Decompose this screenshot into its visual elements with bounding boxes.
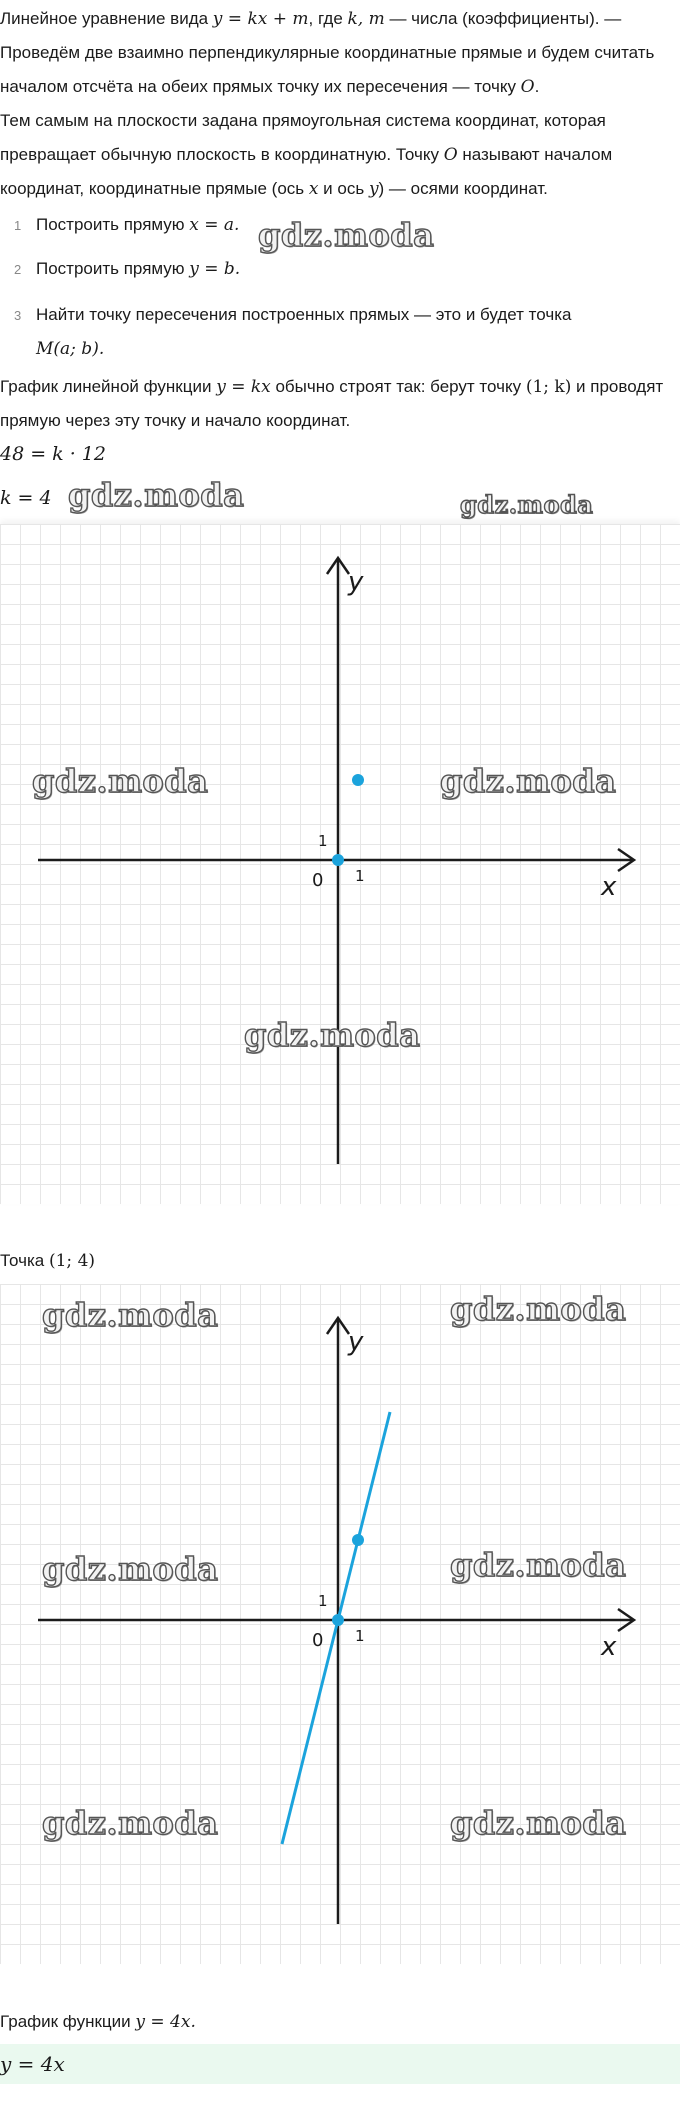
origin-point [332, 854, 344, 866]
math-inline: x = a. [189, 215, 240, 235]
watermark: gdz.moda [460, 490, 594, 519]
watermark: gdz.moda [42, 1296, 219, 1334]
graph-method-paragraph [0, 370, 670, 438]
x-unit-label: 1 [355, 1627, 365, 1645]
intro-text: , где [308, 9, 348, 28]
caption-graph [0, 2012, 196, 2032]
caption-text: Точка [0, 1251, 49, 1270]
math-inline: y = 4x. [135, 2012, 196, 2032]
intro-text: и ось [318, 179, 369, 198]
math-inline: O [443, 145, 458, 165]
intro-text: Тем самым на плоскости задана прямоугольная система координат, которая превращает обычную плоскость в координатную. Точку [0, 111, 606, 164]
math-inline: y = kx + m [212, 9, 309, 29]
answer-text: y = 4x [0, 2052, 65, 2076]
text: График линейной функции [0, 377, 217, 396]
step-number: 3 [14, 308, 22, 323]
step-text: Построить прямую [36, 215, 190, 234]
math-inline: (1; 4) [48, 1251, 96, 1271]
answer-box [0, 2044, 680, 2084]
y-axis-label: y [348, 567, 364, 597]
step-text: Найти точку пересечения построенных прямых — это и будет точка [36, 305, 572, 324]
coordinate-figure-line [0, 1284, 680, 1964]
math-inline: y = kx [216, 377, 271, 397]
watermark: gdz.moda [258, 216, 435, 254]
step-number: 2 [14, 262, 22, 277]
y-axis-label: y [348, 1327, 364, 1357]
intro-text: Проведём две взаимно перпендикулярные координатные прямые и будем считать началом отсчёта на обеих прямых точку их пересечения — точку [0, 43, 655, 96]
watermark: gdz.moda [450, 1546, 627, 1584]
intro-paragraph [0, 2, 670, 206]
x-axis-label: x [601, 1632, 617, 1662]
watermark: gdz.moda [32, 762, 209, 800]
figure-svg [0, 1284, 680, 1964]
y-unit-label: 1 [318, 1592, 328, 1610]
step-number: 1 [14, 218, 22, 233]
intro-text: ) — осями координат. [378, 179, 548, 198]
equation-k-4: k = 4 [0, 487, 52, 509]
step-text: Построить прямую [36, 259, 190, 278]
watermark: gdz.moda [450, 1290, 627, 1328]
watermark: gdz.moda [244, 1016, 421, 1054]
text: и проводят прямую через эту точку и начало координат. [0, 377, 664, 430]
caption-text: График функции [0, 2012, 136, 2031]
intro-text: Линейное уравнение вида [0, 9, 213, 28]
watermark: gdz.moda [68, 476, 245, 514]
math-inline: M(a; b). [36, 339, 105, 359]
watermark: gdz.moda [450, 1804, 627, 1842]
intro-text: — числа (коэффициенты). — [384, 9, 622, 28]
intro-text: называют началом координат, координатные прямые (ось [0, 145, 613, 198]
watermark: gdz.moda [42, 1804, 219, 1842]
math-inline: k, m [347, 9, 385, 29]
x-unit-label: 1 [355, 867, 365, 885]
watermark: gdz.moda [440, 762, 617, 800]
function-line-y-4x [282, 1412, 390, 1844]
coordinate-figure-point [0, 524, 680, 1204]
math-inline: y = b. [189, 259, 241, 279]
math-inline: (1; k) [525, 377, 572, 397]
point-1-4 [352, 774, 364, 786]
origin-label: 0 [312, 1630, 324, 1651]
point-1-4 [352, 1534, 364, 1546]
caption-point [0, 1251, 95, 1271]
x-axis-label: x [601, 872, 617, 902]
math-inline: O [520, 77, 535, 97]
origin-label: 0 [312, 870, 324, 891]
origin-point [332, 1614, 344, 1626]
math-inline: x [308, 179, 319, 199]
watermark: gdz.moda [42, 1550, 219, 1588]
math-inline: y [368, 179, 379, 199]
figure-svg [0, 524, 680, 1204]
intro-text: . [534, 77, 540, 96]
text: обычно строят так: берут точку [270, 377, 526, 396]
equation-48-k-12: 48 = k · 12 [0, 443, 106, 465]
y-unit-label: 1 [318, 832, 328, 850]
